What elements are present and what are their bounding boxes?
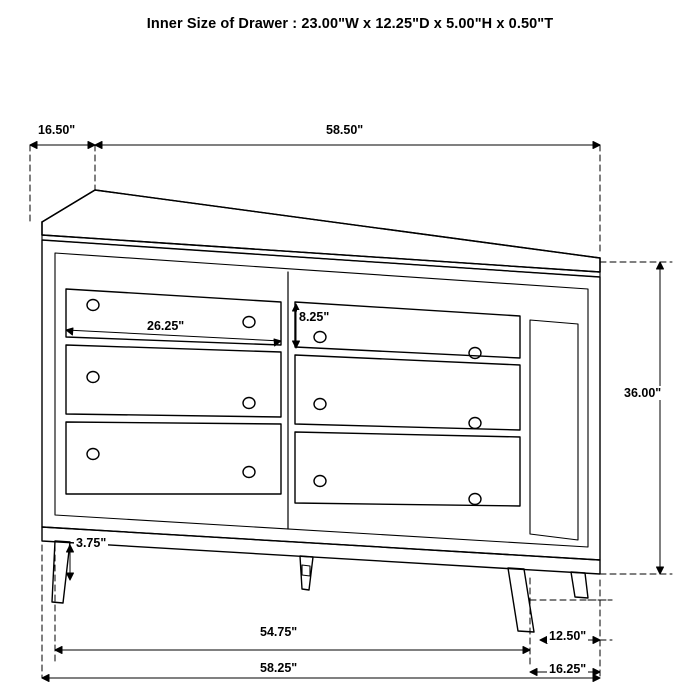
drawer-knob [243, 398, 255, 409]
dimension-lines [30, 142, 664, 682]
drawer-knob [469, 494, 481, 505]
page-title: Inner Size of Drawer : 23.00"W x 12.25"D x 5.00"H x 0.50"T [146, 16, 554, 32]
drawer-knob [314, 332, 326, 343]
center-hardware-detail [302, 565, 310, 576]
drawer-knob [87, 449, 99, 460]
drawer-knob [87, 372, 99, 383]
drawer-knob [314, 399, 326, 410]
dim-label-leg-height: 3.75" [76, 536, 107, 550]
drawer-knob [243, 467, 255, 478]
dim-label-base-width-outer: 58.25" [260, 661, 298, 675]
dim-label-depth-top-left: 16.50" [38, 123, 76, 137]
dresser-bottom-rail [42, 527, 600, 574]
drawer-knob [243, 317, 255, 328]
dim-label-base-width-inner: 54.75" [260, 625, 298, 639]
drawer-front-right-bottom [295, 432, 520, 506]
dresser-case [42, 240, 600, 560]
drawer-front-right-middle [295, 355, 520, 430]
drawer-knob [87, 300, 99, 311]
drawer-front-left-bottom [66, 422, 281, 494]
dim-label-base-depth-inner: 12.50" [549, 629, 587, 643]
dresser-top-surface [42, 190, 600, 272]
drawer-front-left-middle [66, 345, 281, 417]
drawer-knob [314, 476, 326, 487]
dresser-side-panel [530, 320, 578, 540]
dim-label-width-top: 58.50" [326, 123, 364, 137]
dim-label-base-depth-outer: 16.25" [549, 662, 587, 676]
drawer-knob [469, 348, 481, 359]
drawer-knob [469, 418, 481, 429]
dresser-leg-back-right [571, 572, 588, 598]
dim-label-drawer-height-right: 8.25" [299, 310, 330, 324]
dim-label-drawer-width-left: 26.25" [147, 319, 185, 333]
dim-label-overall-height: 36.00" [624, 386, 662, 400]
